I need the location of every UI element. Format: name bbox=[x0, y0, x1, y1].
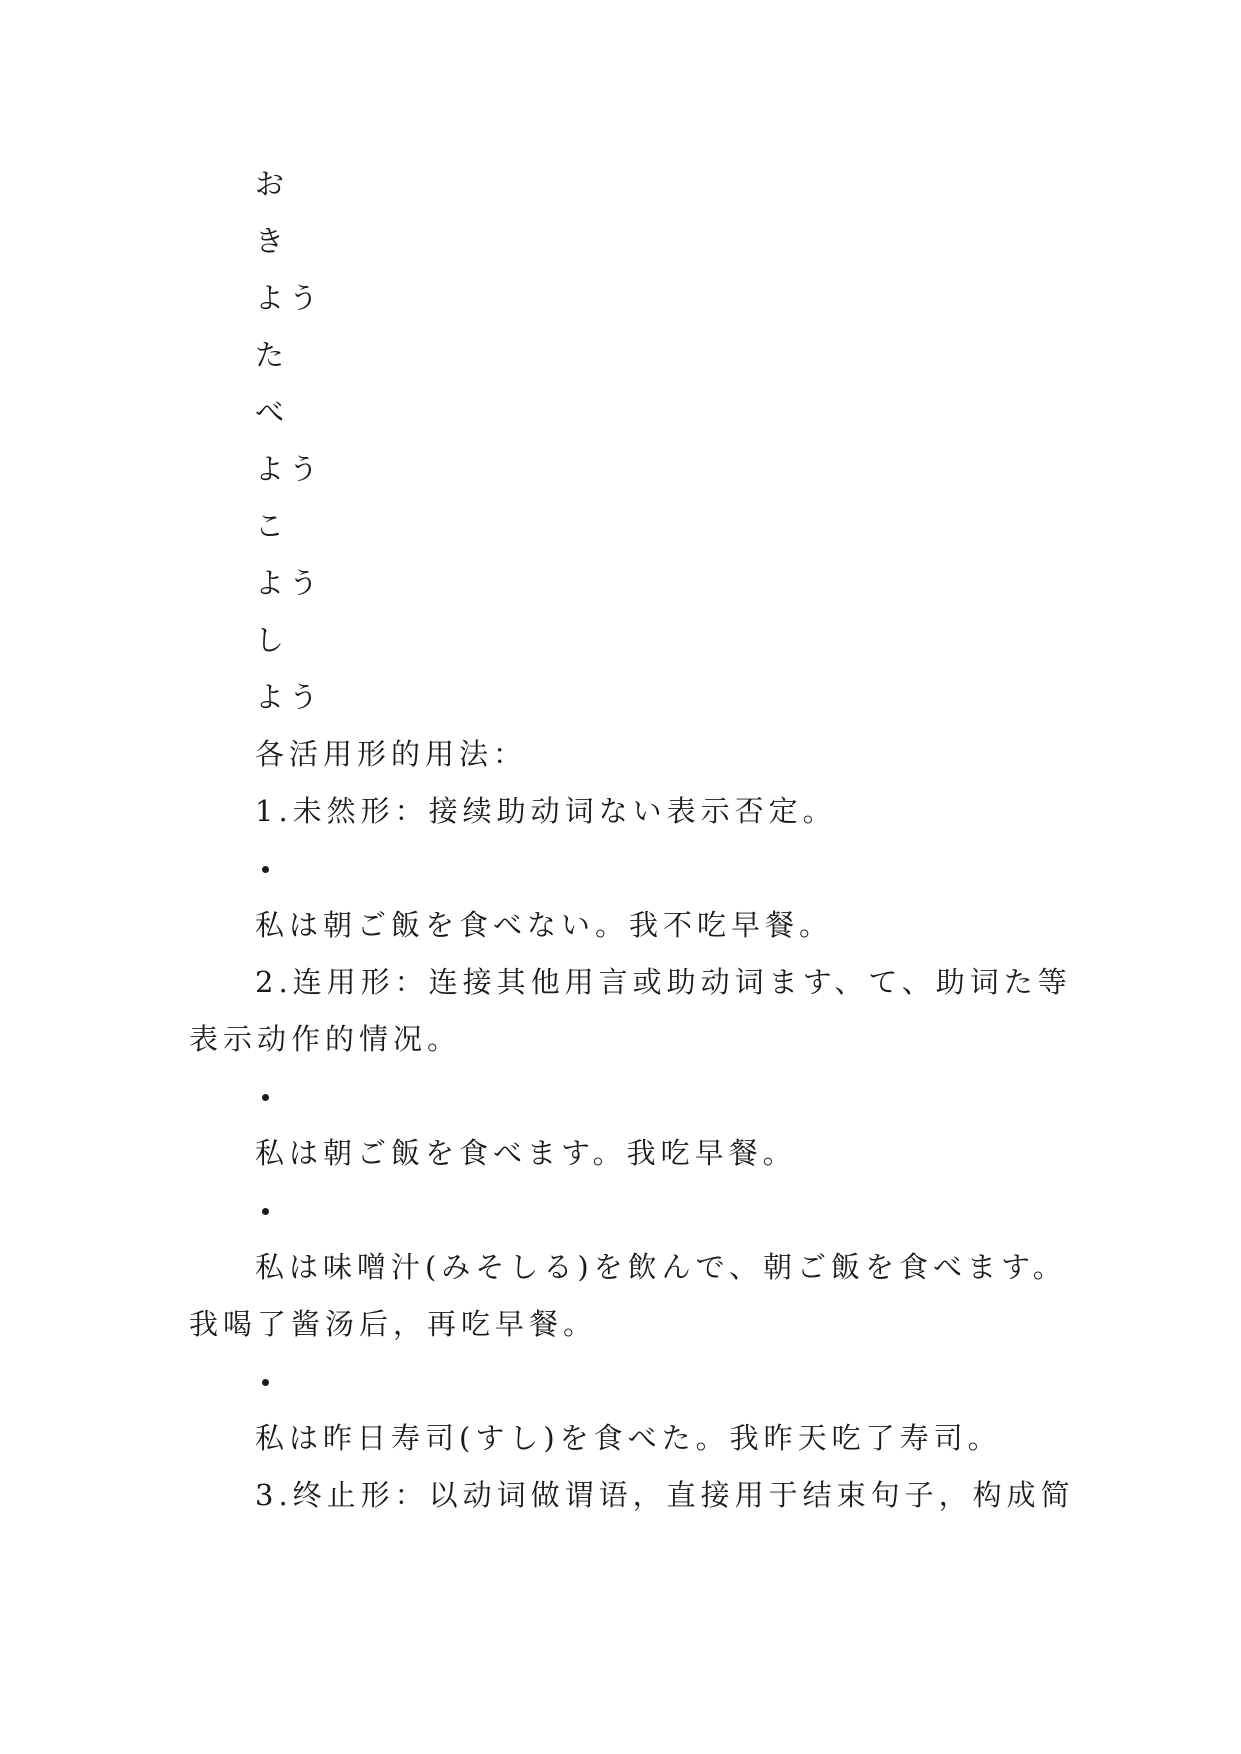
bullet-point bbox=[262, 866, 269, 873]
bullet-point bbox=[262, 1379, 269, 1386]
item-2-example-2-line-1: 私は味噌汁(みそしる)を飲んで、朝ご飯を食べます。 bbox=[255, 1250, 1067, 1284]
kana-line: お bbox=[255, 167, 290, 201]
section-heading: 各活用形的用法： bbox=[255, 737, 528, 771]
kana-line: よう bbox=[255, 281, 324, 315]
kana-line: よう bbox=[255, 452, 324, 486]
item-2-example-3: 私は昨日寿司(すし)を食べた。我昨天吃了寿司。 bbox=[255, 1421, 1002, 1455]
kana-line: し bbox=[255, 623, 290, 657]
item-1-example: 私は朝ご飯を食べない。我不吃早餐。 bbox=[255, 908, 834, 942]
bullet-point bbox=[262, 1094, 269, 1101]
kana-line: よう bbox=[255, 680, 324, 714]
item-3-title-line-1: 3.终止形：以动词做谓语，直接用于结束句子，构成简 bbox=[255, 1478, 1075, 1512]
bullet-point bbox=[262, 1208, 269, 1215]
item-1-title: 1.未然形：接续助动词ない表示否定。 bbox=[255, 794, 837, 828]
kana-line: た bbox=[255, 338, 290, 372]
kana-line: き bbox=[255, 224, 290, 258]
kana-line: よう bbox=[255, 566, 324, 600]
item-2-title-line-1: 2.连用形：连接其他用言或助动词ます、て、助词た等 bbox=[255, 965, 1072, 999]
kana-line: べ bbox=[255, 395, 290, 429]
kana-line: こ bbox=[255, 509, 290, 543]
item-2-example-1: 私は朝ご飯を食べます。我吃早餐。 bbox=[255, 1136, 797, 1170]
item-2-title-line-2: 表示动作的情况。 bbox=[189, 1022, 462, 1056]
item-2-example-2-line-2: 我喝了酱汤后，再吃早餐。 bbox=[189, 1307, 598, 1341]
